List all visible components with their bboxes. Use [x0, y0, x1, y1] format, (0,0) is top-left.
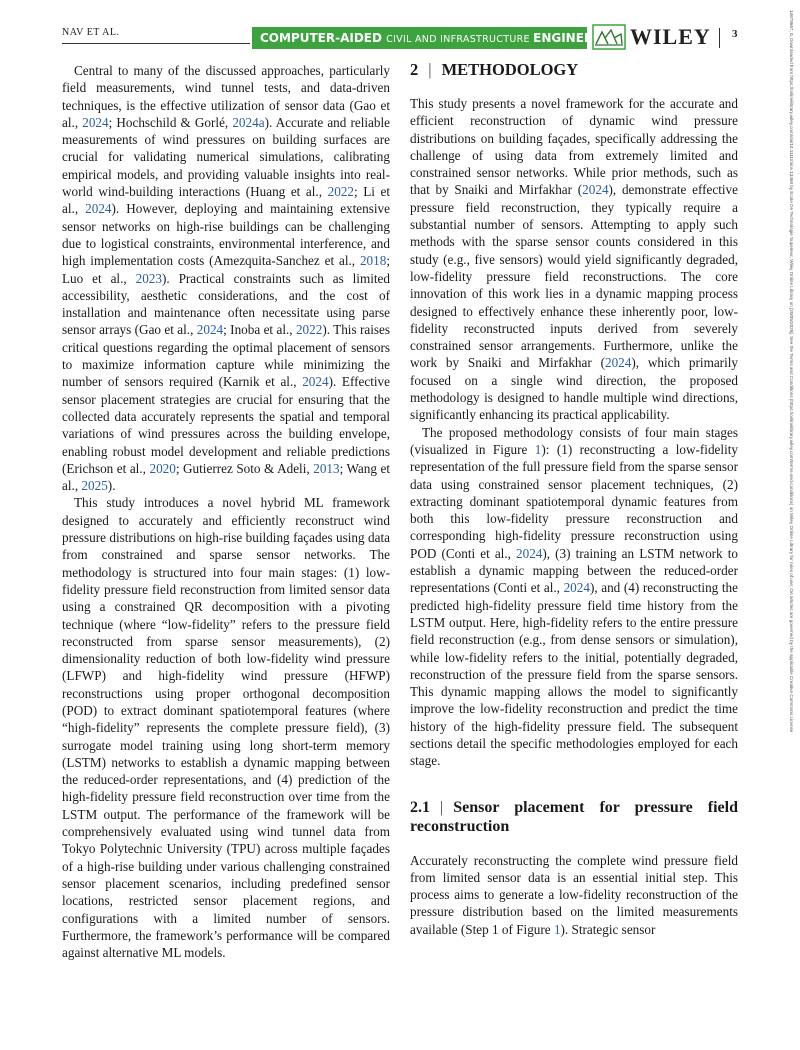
- citation-link[interactable]: 2023: [135, 270, 162, 286]
- paragraph: [410, 95, 738, 424]
- text-run: ; Wang et al.,: [62, 460, 391, 494]
- citation-link[interactable]: 2024: [196, 322, 224, 338]
- figure-link[interactable]: 1: [534, 441, 542, 457]
- text-run: ). Effective sensor placement strategies are crucial for ensuring that the collected data accurately represents the spatial and temporal variations of wind pressures across the building envelope, enabling robust model development and reliable predictions (Erichson et al.,: [62, 374, 390, 476]
- header-divider: [719, 28, 720, 48]
- citation-link[interactable]: 2024: [516, 545, 543, 561]
- citation-link[interactable]: 2022: [327, 184, 354, 200]
- citation-link[interactable]: 2024: [85, 201, 112, 217]
- download-notice-text: 14678667, 0, Downloaded from https://onlinelibrary.wiley.com/doi/10.1111/mice.13469 by Ecole De Technologie Superieur, Wiley Online Library on [20/05/2025]. See the Terms and Conditions (https://onlinelibrary.wiley.com/terms-and-conditions) on Wiley Online Library for rules of use; OA articles are governed by the applicable Creative Commons License: [789, 10, 794, 733]
- paragraph: This study introduces a novel hybrid ML framework designed to accurately and efficiently reconstruct wind pressure distributions on high-rise building façades using data from constrained and sparse sensor networks. The methodology is structured into four main stages: (1) low-fidelity pressure field reconstruction from limited sensor data using a constrained QR decomposition with a pivoting technique (where “low-fidelity” refers to the pressure field reconstructed from sparse sensor measurements), (2) dimensionality reduction of both low-fidelity wind pressure (LFWP) and high-fidelity wind pressure (HFWP) reconstructions using proper orthogonal decomposition (POD) to extract dominant spatiotemporal features (where “high-fidelity” represents the complete pressure field), (3) surrogate model training using long short-term memory (LSTM) networks to establish a dynamic mapping between the reduced-order representations, and (4) prediction of the high-fidelity pressure field reconstruction over time from the LSTM output. The performance of the framework will be comprehensively evaluated using wind tunnel data from Tokyo Polytechnic University (TPU) across multiple façades of a high-rise building under various challenging constrained sensor placement scenarios, including predefined sensor locations, restricted sensor placement regions, and configurations with a limited number of sensors. Furthermore, the framework’s performance will be compared against alternative ML models.: [62, 495, 390, 961]
- text-run: ; Luo et al.,: [62, 253, 390, 286]
- paragraph: [62, 62, 390, 494]
- text-run: ; Inoba et al.,: [223, 322, 296, 338]
- subsection-heading: [410, 798, 738, 836]
- citation-link[interactable]: 2024a: [232, 114, 265, 130]
- section-number: 2: [410, 60, 419, 79]
- text-run: ). Practical constraints such as limited accessibility, aesthetic considerations, and the cost of installation and maintenance often necessitate using parse sensor arrays (Gao et al.,: [62, 270, 390, 338]
- paragraph: [410, 424, 738, 770]
- text-run: ), and (4) reconstructing the predicted high-fidelity pressure field time history from the LSTM output. Here, high-fidelity refers to the entire pressure field reconstruction (e.g., from dense sensors or simulation), while low-fidelity refers to the initial, potentially degraded, reconstruction of the pressure field from the sparse sensors. This dynamic mapping allows the model to significantly improve the low-fidelity reconstruction and predict the time history of the high-fidelity pressure field. The subsequent sections detail the specific methodologies employed for each stage.: [410, 580, 738, 769]
- publisher-logo: WILEY: [630, 24, 711, 49]
- page-header: [0, 0, 800, 60]
- left-column: [62, 60, 390, 961]
- subsection-number: 2.1: [410, 798, 430, 816]
- text-run: The proposed methodology consists of four main stages (visualized in Figure: [410, 424, 738, 457]
- text-run: Central to many of the discussed approaches, particularly field measurements, wind tunnel tests, and data-driven techniques, is the effective utilization of sensor data (Gao et al.,: [62, 63, 390, 130]
- text-run: ). Accurate and reliable measurements of wind pressures on building surfaces are crucial for validating numerical simulations, calibrating empirical models, and providing valuable insights into real-world wind-building interactions (Huang et al.,: [62, 114, 390, 200]
- text-run: ; Hochschild & Gorlé,: [108, 114, 233, 130]
- citation-link[interactable]: 2024: [604, 355, 632, 371]
- text-run: ), demonstrate effective pressure field reconstruction, they typically require a substantial number of sensors. Attempting to apply such methods with the sparse sensor counts considered in this study (e.g., five sensors) would yield significantly degraded, low-fidelity pressure field reconstructions. The core innovation of this work lies in a dynamic mapping process designed to effectively enhance these inherently poor, low-fidelity reconstructed inputs derived from severely constrained sensor arrangements. Furthermore, unlike the work by Snaiki and Mirfakhar (: [410, 182, 738, 371]
- text-run: ). Strategic sensor: [560, 921, 656, 937]
- citation-link[interactable]: 2013: [313, 460, 340, 476]
- citation-link[interactable]: 2024: [582, 182, 609, 198]
- citation-link[interactable]: 2022: [295, 322, 323, 338]
- text-run: This study presents a novel framework for the accurate and efficient reconstruction of dynamic wind pressure distributions on building façades, specifically addressing the challenge of using data from extremely limited and constrained sensor networks. While prior methods, such as that by Snaiki and Mirfakhar (: [410, 96, 738, 198]
- right-column: [410, 60, 738, 938]
- text-run: ). This raises critical questions regarding the optimal placement of sensors to maximize information capture while minimizing the number of sensors required (Karnik et al.,: [62, 322, 390, 390]
- journal-name-part1: COMPUTER-AIDED: [260, 31, 387, 45]
- text-run: ). However, deploying and maintaining extensive sensor networks on high-rise buildings can be challenging due to logistical constraints, environmental interference, and high implementation costs (Amezquita-Sanchez et al.,: [62, 201, 390, 269]
- text-run: ; Li et al.,: [62, 184, 390, 217]
- journal-logo-icon: [592, 24, 626, 50]
- section-title: METHODOLOGY: [441, 60, 579, 79]
- paragraph: [410, 852, 738, 938]
- heading-separator: |: [428, 60, 432, 79]
- heading-separator: |: [440, 798, 444, 816]
- text-run: Accurately reconstructing the complete wind pressure field from limited sensor data is an essential initial step. This process aims to generate a low-fidelity reconstruction of the pressure distribution based on the limited measurements available (Step 1 of Figure: [410, 852, 738, 937]
- citation-link[interactable]: 2020: [149, 460, 176, 476]
- journal-banner: [252, 27, 626, 49]
- journal-name-part2: CIVIL AND INFRASTRUCTURE: [386, 34, 534, 45]
- citation-link[interactable]: 2024: [82, 114, 109, 130]
- text-run: ; Gutierrez Soto & Adeli,: [175, 460, 314, 476]
- citation-link[interactable]: 2018: [359, 253, 387, 269]
- text-run: ).: [107, 478, 116, 494]
- download-notice-sidebar: [783, 10, 795, 1040]
- citation-link[interactable]: 2025: [81, 478, 108, 494]
- text-run: ): (1) reconstructing a low-fidelity representation of the full pressure field from the sparse sensor data using constrained sensor placement techniques, (2) extracting dominant spatiotemporal dynamic features from both this low-fidelity pressure reconstruction and corresponding high-fidelity pressure reconstruction using POD (Conti et al.,: [410, 441, 738, 561]
- text-run: ), which primarily focused on a single wind direction, the proposed methodology is designed to handle multiple wind directions, significantly enhancing its practical applicability.: [410, 355, 738, 423]
- journal-name-part3: ENGINEERING: [533, 31, 626, 45]
- citation-link[interactable]: 2024: [302, 374, 329, 390]
- page-number: 3: [732, 28, 738, 40]
- citation-link[interactable]: 2024: [563, 580, 590, 596]
- section-heading: [410, 60, 738, 80]
- text-run: ), (3) training an LSTM network to establish a dynamic mapping between the reduced-order representations (Conti et al.,: [410, 545, 738, 596]
- running-author: NAV ET AL.: [62, 27, 120, 38]
- figure-link[interactable]: 1: [553, 921, 561, 937]
- subsection-title: Sensor placement for pressure field reconstruction: [410, 798, 738, 835]
- header-rule: [62, 43, 250, 44]
